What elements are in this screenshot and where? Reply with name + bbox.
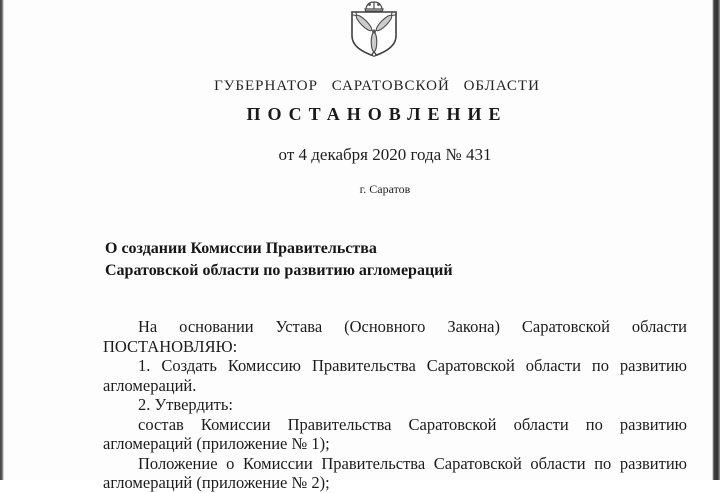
body-line: агломераций (приложение № 2);	[103, 473, 330, 492]
body-line: 2. Утвердить:	[138, 395, 233, 414]
body-line: На основании Устава (Основного Закона) Саратовской области	[138, 317, 687, 336]
date-number-line: от 4 декабря 2020 года № 431	[278, 145, 492, 164]
body-line: Положение о Комиссии Правительства Саратовской области по развитию	[138, 453, 687, 473]
place-line: г. Саратов	[359, 182, 411, 196]
document-title	[105, 238, 453, 282]
title-line: Саратовской области по развитию агломераций	[105, 262, 453, 279]
document-body-text	[103, 317, 687, 493]
coat-of-arms-icon	[343, 0, 405, 58]
body-line: ПОСТАНОВЛЯЮ:	[103, 336, 238, 356]
title-line: О создании Комиссии Правительства	[105, 240, 377, 257]
authority-name: ГУБЕРНАТОР САРАТОВСКОЙ ОБЛАСТИ	[214, 78, 540, 94]
body-line: состав Комиссии Правительства Саратовской области по развитию	[138, 414, 687, 434]
scan-edge-right	[712, 0, 720, 480]
body-line: 1. Создать Комиссию Правительства Саратовской области по развитию	[138, 356, 687, 375]
document-type-heading: ПОСТАНОВЛЕНИЕ	[246, 104, 508, 124]
body-line: агломераций.	[103, 375, 197, 395]
scan-edge-left	[0, 0, 4, 480]
body-line: агломераций (приложение № 1);	[103, 434, 330, 453]
